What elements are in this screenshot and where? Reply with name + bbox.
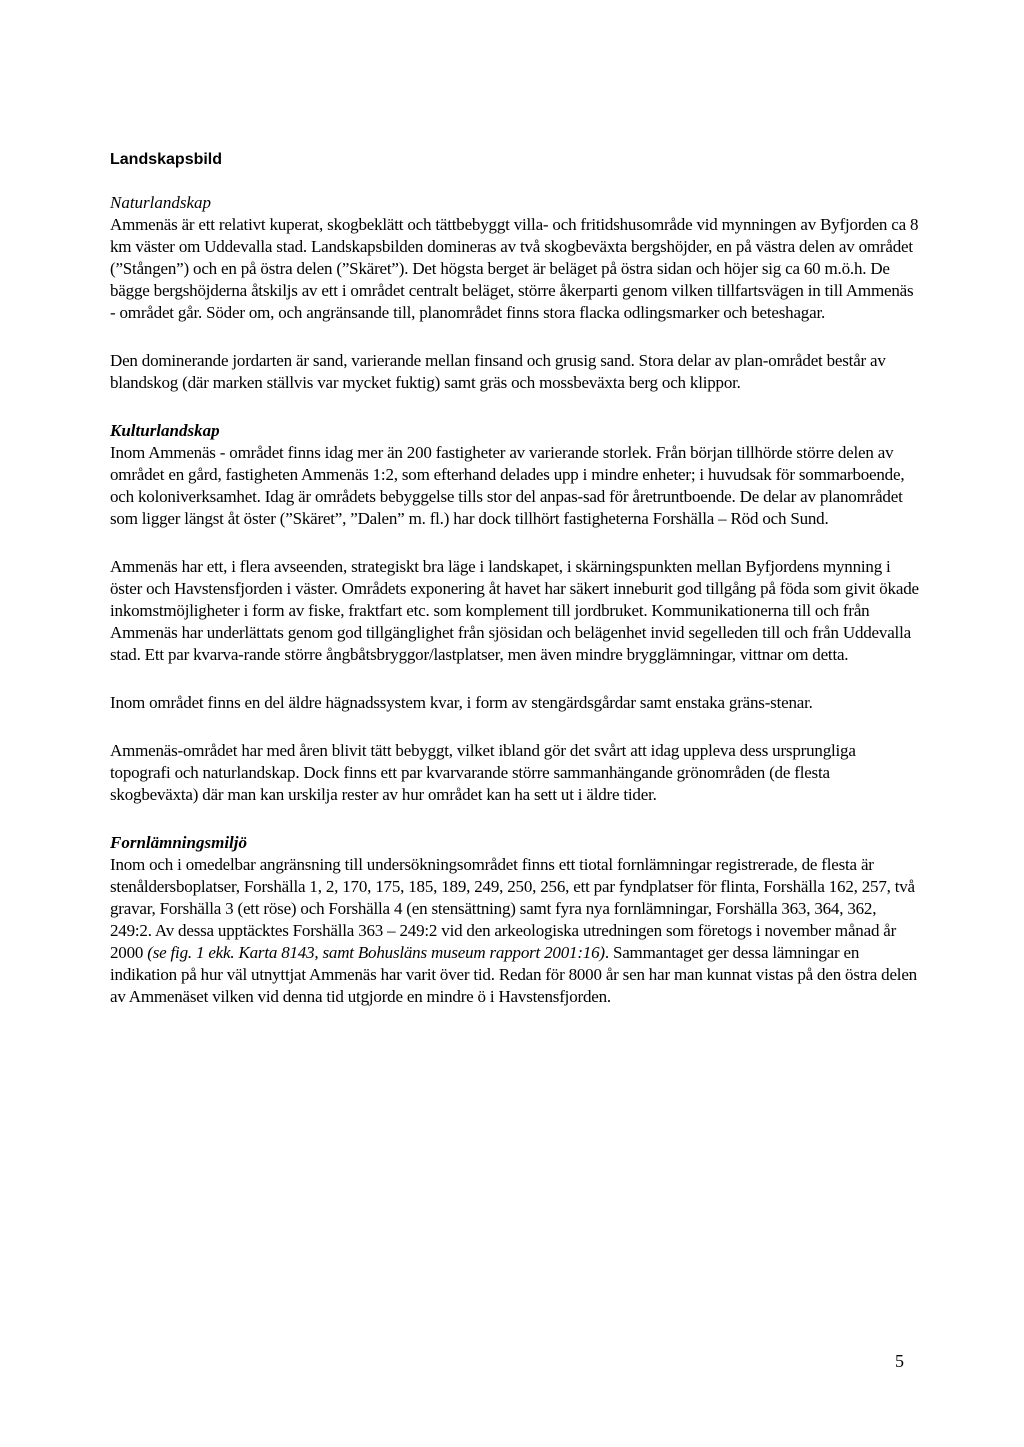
section-heading-naturlandskap: Naturlandskap — [110, 193, 212, 212]
paragraph-naturlandskap-1: Ammenäs är ett relativt kuperat, skogbeklätt och tättbebyggt villa- och fritidshusområde vid mynningen av Byfjorden ca 8 km väster om Uddevalla stad. Landskapsbilden domineras av två skogbeväxta bergshöjder, en på västra delen av området (”Stången”) och en på östra delen (”Skäret”). Det högsta berget är beläget på östra sidan och höjer sig ca 60 m.ö.h. De bägge bergshöjderna åtskiljs av ett i området centralt beläget, större åkerparti genom vilken tillfartsvägen in till Ammenäs - området går. Söder om, och angränsande till, planområdet finns stora flacka odlingsmarker och beteshagar. — [110, 215, 919, 322]
paragraph-kulturlandskap-4: Ammenäs-området har med åren blivit tätt bebyggt, vilket ibland gör det svårt att idag uppleva dess ursprungliga topografi och naturlandskap. Dock finns ett par kvarvarande större sammanhängande grönområden (de flesta skogbeväxta) där man kan urskilja rester av hur området kan ha sett ut i äldre tider. — [110, 741, 856, 804]
paragraph-fornlamningsmiljo-reference: (se fig. 1 ekk. Karta 8143, samt Bohusläns museum rapport 2001:16) — [147, 943, 605, 962]
main-heading: Landskapsbild — [110, 151, 223, 168]
paragraph-kulturlandskap-2: Ammenäs har ett, i flera avseenden, strategiskt bra läge i landskapet, i skärningspunkten mellan Byfjordens mynning i öster och Havstensfjorden i väster. Områdets exponering åt havet har säkert inneburit god tillgång på föda som givit ökade inkomstmöjligheter i form av fiske, fraktfart etc. som komplement till jordbruket. Kommunikationerna till och från Ammenäs har underlättats genom god tillgänglighet från sjösidan och belägenhet invid segelleden till och från Uddevalla stad. Ett par kvarva-rande större ångbåtsbryggor/lastplatser, men även mindre brygglämningar, vittnar om detta. — [110, 557, 919, 664]
paragraph-fornlamningsmiljo-1 — [110, 854, 920, 1008]
section-heading-fornlamningsmiljo: Fornlämningsmiljö — [110, 833, 247, 852]
paragraph-naturlandskap-2: Den dominerande jordarten är sand, varierande mellan finsand och grusig sand. Stora delar av plan-området består av blandskog (där marken ställvis var mycket fuktig) samt gräs och mossbeväxta berg och klippor. — [110, 351, 886, 392]
paragraph-kulturlandskap-3: Inom området finns en del äldre hägnadssystem kvar, i form av stengärdsgårdar samt enstaka gräns-stenar. — [110, 693, 813, 712]
section-heading-kulturlandskap: Kulturlandskap — [110, 421, 220, 440]
paragraph-kulturlandskap-1: Inom Ammenäs - området finns idag mer än 200 fastigheter av varierande storlek. Från början tillhörde större delen av området en gård, fastigheten Ammenäs 1:2, som efterhand delades upp i mindre enheter; i huvudsak för sommarboende, och koloniverksamhet. Idag är områdets bebyggelse tills stor del anpas-sad för åretruntboende. De delar av planområdet som ligger längst åt öster (”Skäret”, ”Dalen” m. fl.) har dock tillhört fastigheterna Forshälla – Röd och Sund. — [110, 443, 905, 528]
paragraph-fornlamningsmiljo-text-after: . Sammantaget ger dessa lämningar en indikation på hur väl utnyttjat Ammenäs har varit över tid. Redan för 8000 år sen har man kunnat vistas på den östra delen av Ammenäset vilken vid denna tid utgjorde en mindre ö i Havstensfjorden. — [110, 943, 917, 1006]
document-page — [110, 150, 920, 1034]
paragraph-fornlamningsmiljo-text-before: Inom och i omedelbar angränsning till undersökningsområdet finns ett tiotal fornlämningar registrerade, de flesta är stenåldersboplatser, Forshälla 1, 2, 170, 175, 185, 189, 249, 250, 256, ett par fyndplatser för flinta, Forshälla 162, 257, två gravar, Forshälla 3 (ett röse) och Forshälla 4 (en stensättning) samt fyra nya fornlämningar, Forshälla 363, 364, 362, 249:2. Av dessa upptäcktes Forshälla 363 – 249:2 vid den arkeologiska utredningen som företogs i november månad år 2000 — [110, 855, 915, 962]
page-number: 5 — [895, 1351, 904, 1371]
